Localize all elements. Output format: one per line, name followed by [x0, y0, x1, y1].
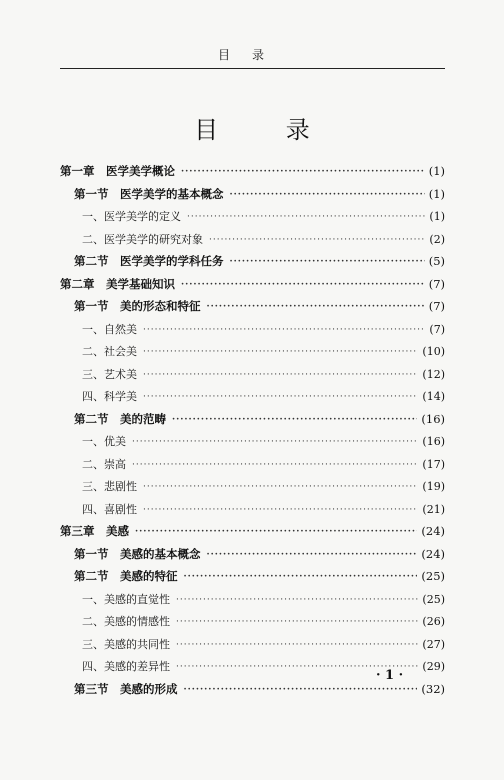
toc-chapter-entry — [60, 163, 445, 186]
toc-leader-dots — [176, 617, 418, 627]
toc-chapter-entry — [60, 523, 445, 546]
toc-entry-label: 第三章 美感 — [60, 524, 129, 538]
toc-subsection-entry — [60, 433, 445, 456]
toc-leader-dots — [143, 325, 425, 335]
toc-entry-label: 四、科学美 — [82, 390, 137, 403]
toc-section-entry — [60, 298, 445, 321]
toc-entry-page: (1) — [428, 186, 445, 201]
toc-subsection-entry — [60, 321, 445, 344]
toc-leader-dots — [207, 302, 425, 312]
toc-section-entry — [60, 186, 445, 209]
toc-subsection-entry — [60, 501, 445, 524]
toc-leader-dots — [181, 280, 425, 290]
toc-leader-dots — [143, 370, 418, 380]
toc-subsection-entry — [60, 208, 445, 231]
toc-subsection-entry — [60, 388, 445, 411]
toc-entry-label: 二、崇高 — [82, 457, 126, 471]
toc-section-entry — [60, 546, 445, 569]
toc-entry-label: 第一节 美感的基本概念 — [74, 546, 201, 561]
toc-entry-label: 第三节 美感的形成 — [74, 681, 178, 696]
toc-section-entry — [60, 681, 445, 704]
toc-entry-label: 二、美感的情感性 — [82, 615, 170, 628]
toc-leader-dots — [207, 550, 418, 560]
toc-entry-page: (29) — [422, 660, 445, 673]
toc-entry-page: (14) — [422, 390, 445, 403]
toc-entry-label: 三、艺术美 — [82, 367, 137, 381]
toc-leader-dots — [184, 685, 418, 695]
toc-entry-page: (27) — [422, 637, 445, 651]
toc-subsection-entry — [60, 343, 445, 366]
toc-subsection-entry — [60, 636, 445, 659]
toc-subsection-entry — [60, 231, 445, 254]
header-rule — [60, 68, 445, 69]
toc-leader-dots — [143, 482, 418, 492]
page-title: 目 录 — [194, 116, 340, 144]
toc-subsection-entry — [60, 613, 445, 636]
toc-entry-page: (1) — [429, 210, 445, 223]
toc-entry-page: (5) — [428, 254, 445, 268]
toc-leader-dots — [187, 212, 425, 222]
toc-leader-dots — [135, 527, 417, 537]
toc-leader-dots — [209, 235, 425, 245]
toc-entry-page: (26) — [422, 615, 445, 628]
toc-entry-label: 第一节 美的形态和特征 — [74, 299, 201, 313]
toc-leader-dots — [172, 415, 417, 425]
toc-entry-page: (24) — [421, 546, 445, 561]
toc-entry-page: (25) — [421, 569, 445, 583]
toc-leader-dots — [143, 347, 418, 357]
toc-entry-label: 第二节 医学美学的学科任务 — [74, 254, 224, 268]
toc-subsection-entry — [60, 591, 445, 614]
toc-section-entry — [60, 253, 445, 276]
toc-entry-label: 三、美感的共同性 — [82, 637, 170, 651]
toc-entry-page: (16) — [421, 411, 445, 426]
toc-leader-dots — [230, 257, 425, 267]
toc-entry-label: 一、优美 — [82, 435, 126, 448]
toc-entry-page: (21) — [422, 502, 445, 516]
toc-leader-dots — [143, 392, 418, 402]
toc-subsection-entry — [60, 366, 445, 389]
toc-entry-page: (10) — [422, 345, 445, 358]
toc-entry-label: 一、自然美 — [82, 322, 137, 336]
toc-entry-page: (7) — [429, 322, 445, 336]
toc-leader-dots — [143, 505, 418, 515]
toc-entry-page: (25) — [422, 592, 445, 606]
toc-entry-page: (19) — [422, 480, 445, 493]
toc-entry-label: 第二节 美感的特征 — [74, 569, 178, 583]
toc-entry-label: 一、美感的直觉性 — [82, 592, 170, 606]
toc-subsection-entry — [60, 456, 445, 479]
toc-leader-dots — [176, 640, 418, 650]
toc-entry-page: (12) — [422, 367, 445, 381]
toc-entry-page: (32) — [421, 681, 445, 696]
toc-entry-page: (7) — [428, 299, 445, 313]
toc-entry-page: (16) — [422, 435, 445, 448]
table-of-contents — [60, 163, 445, 703]
toc-entry-page: (24) — [421, 524, 445, 538]
toc-leader-dots — [181, 167, 425, 177]
toc-leader-dots — [132, 460, 418, 470]
toc-entry-label: 二、医学美学的研究对象 — [82, 232, 203, 246]
toc-entry-label: 第一节 医学美学的基本概念 — [74, 186, 224, 201]
toc-entry-page: (2) — [429, 232, 445, 246]
toc-leader-dots — [132, 437, 418, 447]
page-number: · 1 · — [376, 668, 404, 683]
toc-section-entry — [60, 568, 445, 591]
toc-section-entry — [60, 411, 445, 434]
toc-leader-dots — [184, 572, 418, 582]
toc-entry-label: 第二章 美学基础知识 — [60, 276, 175, 291]
toc-entry-page: (7) — [428, 276, 445, 291]
toc-entry-page: (1) — [428, 164, 445, 178]
toc-entry-label: 四、喜剧性 — [82, 502, 137, 516]
toc-entry-label: 第二节 美的范畴 — [74, 411, 166, 426]
running-header: 目录 — [217, 48, 286, 62]
toc-entry-label: 三、悲剧性 — [82, 480, 137, 493]
toc-entry-label: 第一章 医学美学概论 — [60, 164, 175, 178]
toc-leader-dots — [230, 190, 425, 200]
toc-subsection-entry — [60, 478, 445, 501]
toc-chapter-entry — [60, 276, 445, 299]
toc-entry-label: 二、社会美 — [82, 345, 137, 358]
toc-leader-dots — [176, 595, 418, 605]
toc-entry-label: 四、美感的差异性 — [82, 660, 170, 673]
toc-entry-label: 一、医学美学的定义 — [82, 210, 181, 223]
toc-entry-page: (17) — [422, 457, 445, 471]
